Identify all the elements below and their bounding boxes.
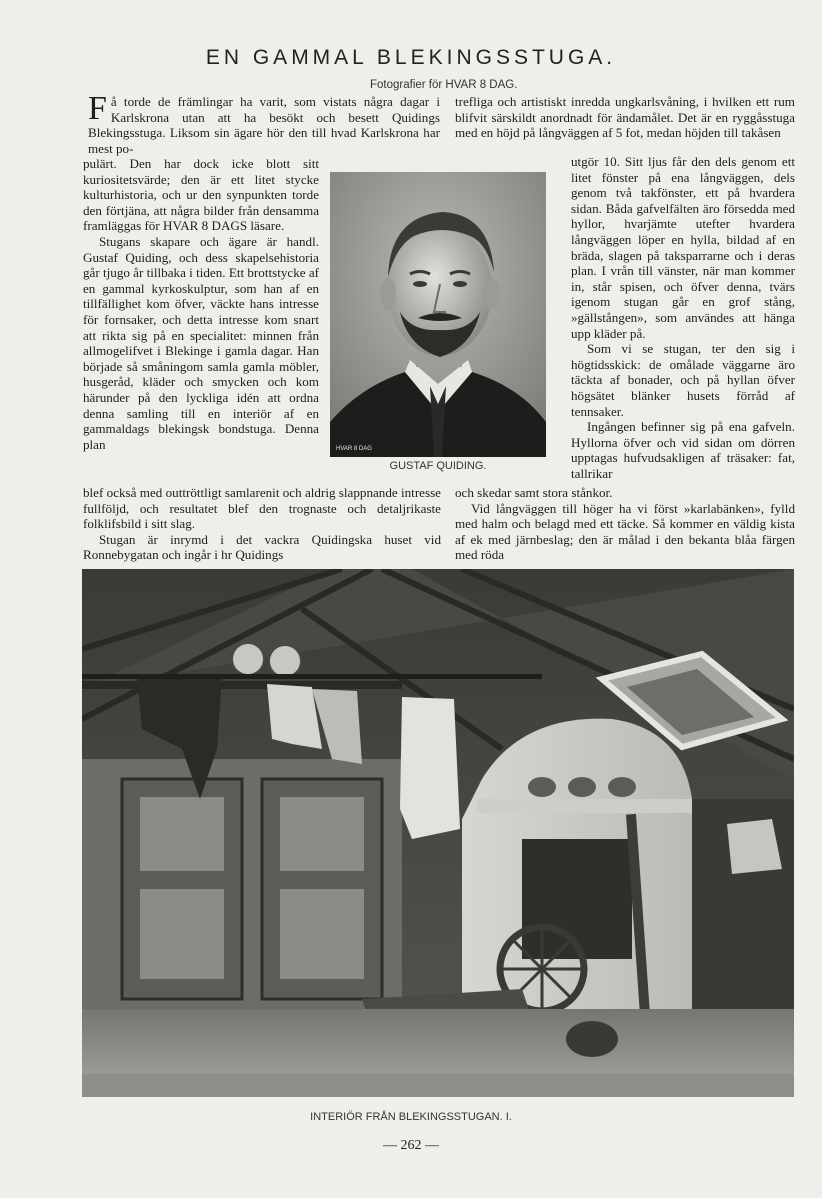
paragraph: Som vi se stugan, ter den sig i högtidsskick: de omålade väggarne äro täckta af bonader, och på hyllan öfver högsätet blänker husets förråd af tennsaker. (571, 341, 795, 419)
portrait-caption: GUSTAF QUIDING. (389, 460, 487, 472)
paragraph: Vid långväggen till höger ha vi först »karlabänken», fylld med halm och belagd med ett täcke. Så kommer en väldig kista af ek med järnbeslag; den är målad i den bekanta blåa färgen med röda (455, 500, 795, 563)
photo-credit: Fotografier för HVAR 8 DAG. (370, 79, 518, 91)
page-number: — 262 — (383, 1138, 439, 1153)
paragraph: Stugans skapare och ägare är handl. Gustaf Quiding, och dess skapelsehistoria går tjugo år tillbaka i tiden. Ett brottstycke af en gammal kyrkoskulptur, som han af en tillfällighet kom öfver, väckte hans intresse för fornsaker, och detta intresse kom snart att rikta sig på en specialitet: minnen från allmogelifvet i Blekinge i gamla dagar. Han började så småningom samla gamla möbler, husgeråd, kläder och smycken och kom härunder på den lyckliga idén att ordna denna samling till en interiör af en gammaldags blekingsk bondstuga. Denna plan (83, 233, 319, 452)
interior-caption: INTERIÖR FRÅN BLEKINGSSTUGAN. I. (310, 1111, 512, 1123)
right-column-top (455, 94, 795, 141)
left-column-middle (83, 156, 319, 452)
article-title: EN GAMMAL BLEKINGSSTUGA. (205, 46, 617, 69)
paragraph: blef också med outtröttligt samlarenit och aldrig slappnande intresse fullföljd, och resultatet blef den trognaste och detaljrikaste folklifsbild i sitt slag. (83, 485, 441, 532)
portrait-photo (330, 172, 546, 457)
paragraph: utgör 10. Sitt ljus får den dels genom ett litet fönster på ena långväggen, dels genom två takfönster, ett på hvardera sidan. Båda gafvelfälten äro försedda med hyllor, hvarjämte utefter hvardera långväggen löper en hylla, bildad af en bräda, slagen på taksparrarne och i deras plan. I vrån till vänster, när man kommer in, står spisen, och öfver denna, tvärs igenom stugan går en grof stång, »gällstången», som användes att hänga upp kläder på. (571, 154, 795, 341)
photo-stamp: HVAR 8 DAG (336, 446, 372, 452)
interior-photo (82, 569, 794, 1097)
intro-paragraph: å torde de främlingar ha varit, som vistats några dagar i Karlskrona utan att ha besökt och besett Quidings Blekingsstuga. Liksom sin ägare hör den till hvad Karlskrona har mest po- (88, 94, 440, 156)
paragraph: Ingången befinner sig på ena gafveln. Hyllorna öfver och vid sidan om dörren upptagas hufvudsakligen af träsaker: fat, tallrikar (571, 419, 795, 481)
paragraph: trefliga och artistiskt inredda ungkarlsvåning, i hvilken ett rum blifvit särskildt anordnadt för ändamålet. Det är en ryggåsstuga med en höjd på långväggen af 5 fot, medan höjden till takåsen (455, 94, 795, 141)
left-column-bottom (83, 485, 441, 563)
paragraph: Stugan är inrymd i det vackra Quidingska huset vid Ronnebygatan och ingår i hr Quidings (83, 531, 441, 563)
paragraph: och skedar samt stora stånkor. (455, 485, 613, 500)
right-column-bottom (455, 485, 795, 563)
paragraph: pulärt. Den har dock icke blott sitt kuriositetsvärde; den är ett litet stycke kulturhistoria, och ur den synpunkten torde den förtjäna, att några bilder från densamma framläggas för HVAR 8 DAGS läsare. (83, 156, 319, 234)
drop-cap: F (88, 90, 107, 127)
right-column-middle (571, 154, 795, 481)
left-column-top (88, 90, 440, 156)
